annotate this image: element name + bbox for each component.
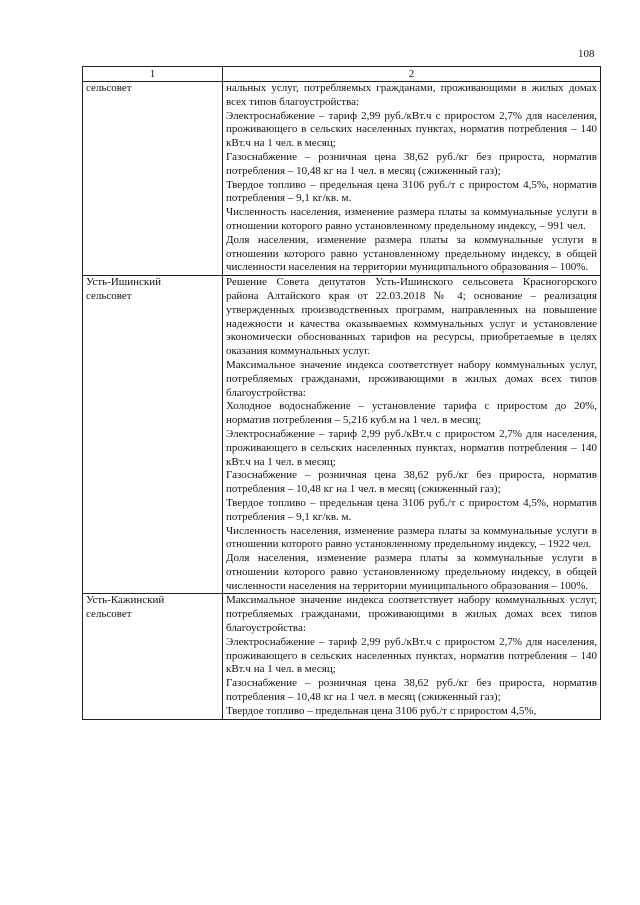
municipality-name-line: Усть-Ишинский [86, 276, 162, 289]
description-paragraph: Максимальное значение индекса соответствует набору коммунальных услуг, потребляемых гражданами, проживающими в жилых домах всех типов благоустройства: [226, 594, 597, 635]
description-paragraph: Доля населения, изменение размера платы за коммунальные услуги в отношении которого равно установленному предельному индексу, в общей численности населения на территории муниципального образования – 100%. [226, 552, 597, 592]
description-paragraph: Газоснабжение – розничная цена 38,62 руб./кг без прироста, норматив потребления – 10,48 кг на 1 чел. в месяц (сжиженный газ); [226, 469, 597, 496]
description-paragraph: Электроснабжение – тариф 2,99 руб./кВт.ч с приростом 2,7% для населения, проживающего в сельских населенных пунктах, норматив потребления – 140 кВт.ч на 1 чел. в месяц; [226, 109, 597, 150]
description-paragraph: Холодное водоснабжение – установление тарифа с приростом до 20%, норматив потребления – 5,216 куб.м на 1 чел. в месяц; [226, 400, 597, 427]
description-cell [223, 594, 601, 719]
description-paragraph: Численность населения, изменение размера платы за коммунальные услуги в отношении которого равно установленному предельному индексу, – 991 чел. [226, 206, 597, 232]
description-paragraph: Решение Совета депутатов Усть-Ишинского сельсовета Красногорского района Алтайского края от 22.03.2018 № 4; основание – реализация утвержденных производственных программ, направленных на повышение надежности и качества оказываемых коммунальных услуг и установление экономически обоснованных тарифов на ресурсы, приобретаемые в целях оказания коммунальных услуг. [226, 276, 597, 358]
description-paragraph: Газоснабжение – розничная цена 38,62 руб./кг без прироста, норматив потребления – 10,48 кг на 1 чел. в месяц (сжиженный газ); [226, 677, 597, 704]
description-paragraph: Твердое топливо – предельная цена 3106 руб./т с приростом 4,5%, [226, 704, 537, 717]
municipality-name-line: сельсовет [86, 289, 132, 302]
table-row [83, 276, 601, 594]
municipality-name-line: Усть-Кажинский [86, 594, 165, 607]
municipality-cell [83, 82, 223, 276]
description-paragraph: Электроснабжение – тариф 2,99 руб./кВт.ч с приростом 2,7% для населения, проживающего в сельских населенных пунктах, норматив потребления – 140 кВт.ч на 1 чел. в месяц; [226, 427, 597, 468]
description-paragraph: Численность населения, изменение размера платы за коммунальные услуги в отношении которого равно установленному предельному индексу, – 1922 чел. [226, 524, 597, 551]
description-cell [223, 276, 601, 594]
column-header-1: 1 [83, 67, 223, 82]
column-header-2: 2 [223, 67, 601, 82]
description-paragraph: Доля населения, изменение размера платы за коммунальные услуги в отношении которого равно установленному предельному индексу, в общей численности населения на территории муниципального образования – 100%. [226, 233, 597, 274]
description-paragraph: Максимальное значение индекса соответствует набору коммунальных услуг, потребляемых гражданами, проживающими в жилых домах всех типов благоустройства: [226, 358, 597, 399]
description-paragraph: нальных услуг, потребляемых гражданами, проживающими в жилых домах всех типов благоустройства: [226, 82, 597, 108]
municipality-name-line: сельсовет [86, 608, 132, 621]
description-cell [223, 82, 601, 276]
municipality-cell [83, 594, 223, 719]
table-row [83, 82, 601, 276]
municipality-name-line: сельсовет [86, 82, 132, 94]
description-paragraph: Твердое топливо – предельная цена 3106 руб./т с приростом 4,5%, норматив потребления – 9,1 кг/кв. м. [226, 178, 597, 205]
page-number: 108 [578, 48, 595, 60]
description-paragraph: Твердое топливо – предельная цена 3106 руб./т с приростом 4,5%, норматив потребления – 9,1 кг/кв. м. [226, 496, 597, 523]
table-row [83, 594, 601, 719]
municipal-index-table [82, 66, 601, 720]
description-paragraph: Электроснабжение – тариф 2,99 руб./кВт.ч с приростом 2,7% для населения, проживающего в сельских населенных пунктах, норматив потребления – 140 кВт.ч на 1 чел. в месяц; [226, 635, 597, 676]
municipality-cell [83, 276, 223, 594]
description-paragraph: Газоснабжение – розничная цена 38,62 руб./кг без прироста, норматив потребления – 10,48 кг на 1 чел. в месяц (сжиженный газ); [226, 150, 597, 177]
table-header-row [83, 67, 601, 82]
